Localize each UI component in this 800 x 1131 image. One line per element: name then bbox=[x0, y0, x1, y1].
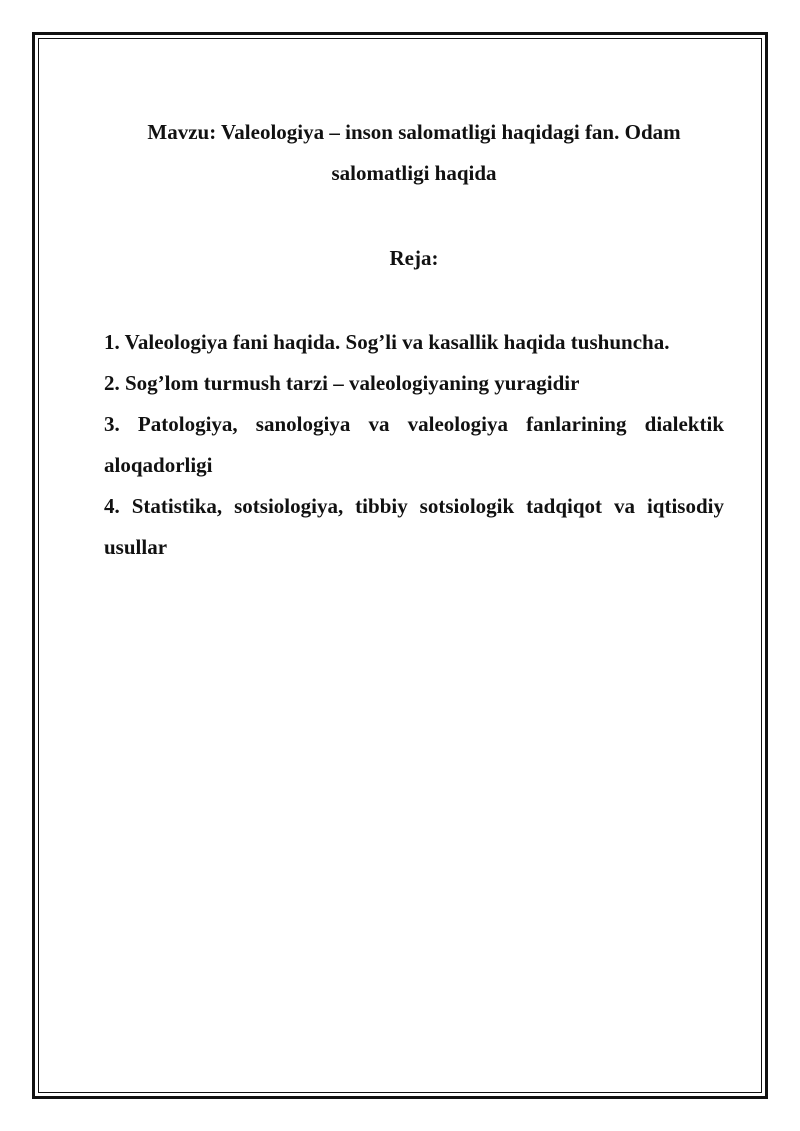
plan-item-3: 3. Patologiya, sanologiya va valeologiya fanlarining dialektik aloqadorligi bbox=[104, 412, 724, 477]
plan-item-2: 2. Sog’lom turmush tarzi – valeologiyaning yuragidir bbox=[104, 371, 580, 395]
plan-item-4: 4. Statistika, sotsiologiya, tibbiy sotsiologik tadqiqot va iqtisodiy usullar bbox=[104, 494, 724, 559]
document-title: Mavzu: Valeologiya – inson salomatligi haqidagi fan. Odam salomatligi haqida bbox=[147, 120, 681, 185]
plan-heading: Reja: bbox=[389, 246, 439, 270]
document-body bbox=[104, 112, 724, 568]
plan-list bbox=[104, 322, 724, 568]
plan-item-1: 1. Valeologiya fani haqida. Sog’li va kasallik haqida tushuncha. bbox=[104, 330, 670, 354]
